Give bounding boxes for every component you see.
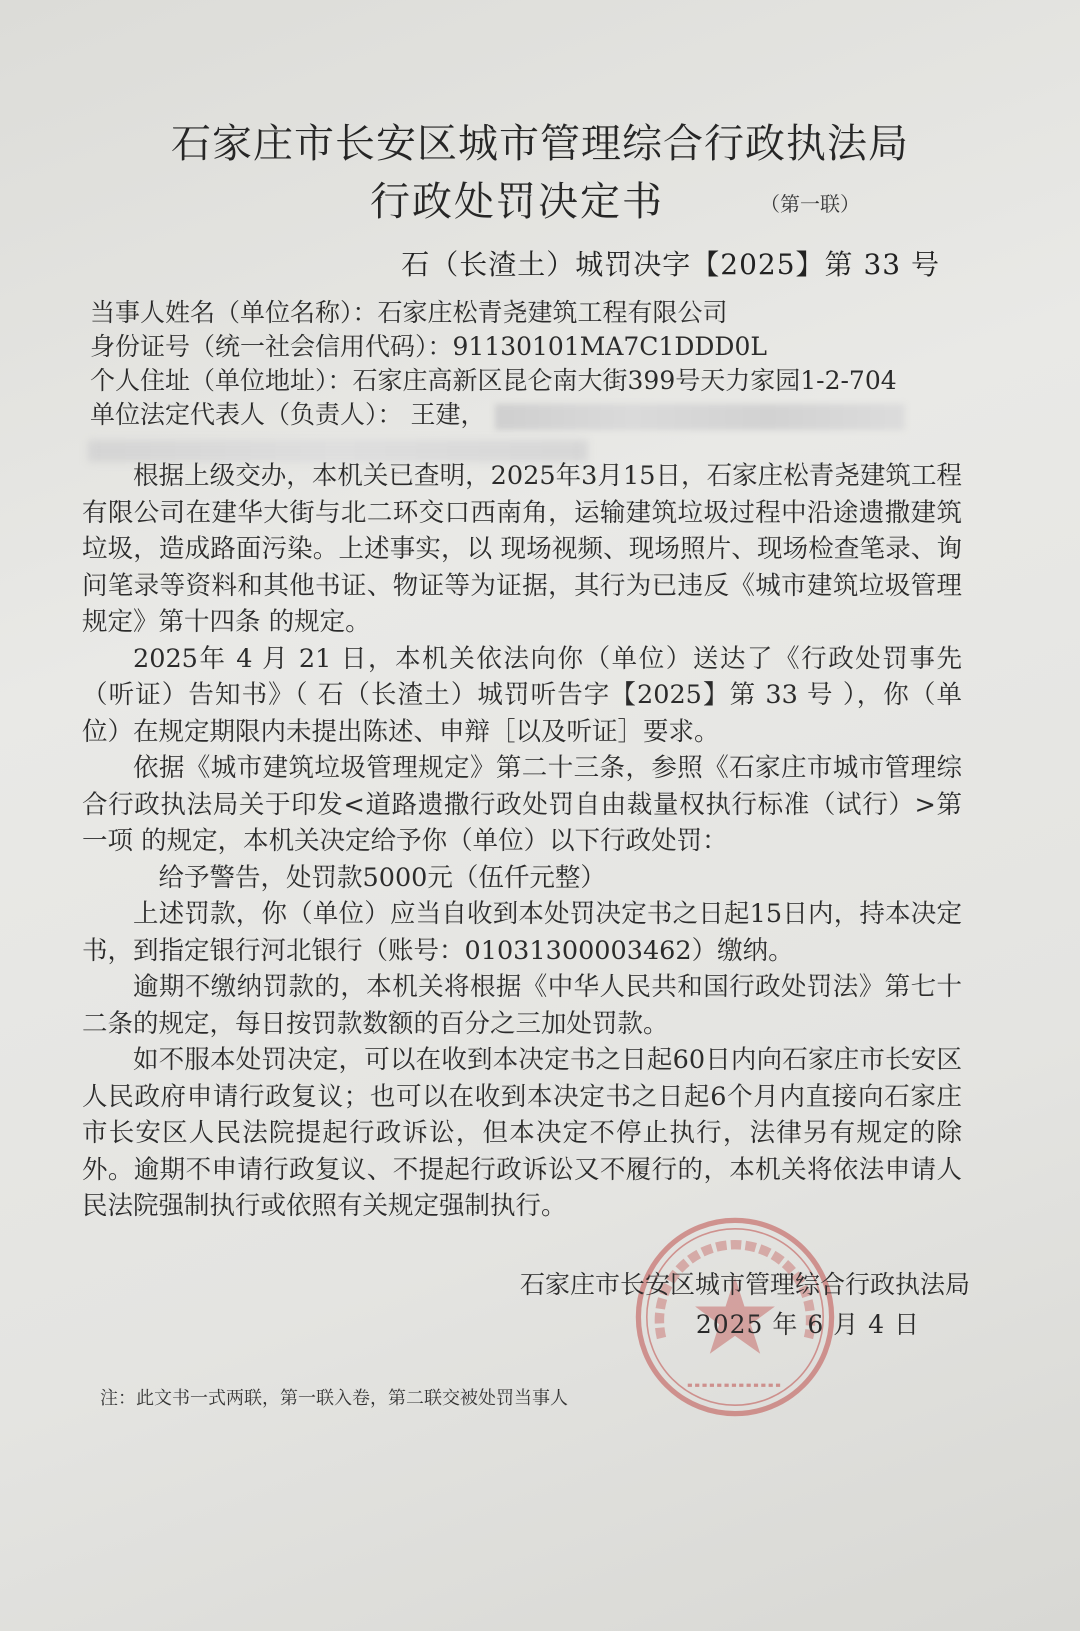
facts-paragraph: 根据上级交办，本机关已查明，2025年3月15日，石家庄松青尧建筑工程有限公司在建华大街与北二环交口西南角，运输建筑垃圾过程中沿途遗撒建筑垃圾，造成路面污染。上述事实，以 现场视频、现场照片、现场检查笔录、询问笔录等资料和其他书证、物证等为证据，其行为已违反《城市建筑垃圾管理规定》第十四条 的规定。: [82, 461, 962, 637]
party-representative-row: [90, 398, 1010, 432]
party-id-row: 身份证号（统一社会信用代码）：91130101MA7C1DDD0L: [90, 332, 767, 361]
decision-body: [82, 458, 962, 1225]
penalty-paragraph: 给予警告，处罚款5000元（伍仟元整）: [158, 862, 606, 893]
late-fee-paragraph: 逾期不缴纳罚款的，本机关将根据《中华人民共和国行政处罚法》第七十二条的规定，每日按罚款数额的百分之三加处罚款。: [82, 972, 962, 1039]
issue-date: 2025 年 6 月 4 日: [695, 1310, 920, 1339]
representative-text: 单位法定代表人（负责人）： 王建，: [90, 400, 486, 429]
footnote: 注：此文书一式两联，第一联入卷，第二联交被处罚当事人: [100, 1388, 568, 1409]
party-name-row: 当事人姓名（单位名称）：石家庄松青尧建筑工程有限公司: [90, 298, 728, 327]
copy-mark: （第一联）: [760, 192, 860, 216]
legal-basis-paragraph: 依据《城市建筑垃圾管理规定》第二十三条，参照《石家庄市城市管理综合行政执法局关于印发<道路遗撒行政处罚自由裁量权执行标准（试行）>第一项 的规定，本机关决定给予你（单位）以下行政处罚：: [82, 753, 962, 856]
party-info: [90, 296, 1010, 432]
document-type-title: 行政处罚决定书: [370, 179, 664, 225]
payment-paragraph: 上述罚款，你（单位）应当自收到本处罚决定书之日起15日内，持本决定书，到指定银行河北银行（账号：01031300003462）缴纳。: [82, 899, 962, 966]
appeal-paragraph: 如不服本处罚决定，可以在收到本决定书之日起60日内向石家庄市长安区人民政府申请行政复议；也可以在收到本决定书之日起6个月内直接向石家庄市长安区人民法院提起行政诉讼，但本决定不停止执行，法律另有规定的除外。逾期不申请行政复议、不提起行政诉讼又不履行的，本机关将依法申请人民法院强制执行或依照有关规定强制执行。: [82, 1045, 962, 1221]
party-address-row: 个人住址（单位地址）：石家庄高新区昆仑南大街399号天力家园1-2-704: [90, 366, 897, 395]
issuing-authority-title: 石家庄市长安区城市管理综合行政执法局: [171, 121, 909, 167]
document-number: 石（长渣土）城罚决字【2025】第 33 号: [401, 248, 940, 281]
redacted-blur: [495, 404, 905, 430]
notice-paragraph: 2025年 4 月 21 日，本机关依法向你（单位）送达了《行政处罚事先（听证）告知书》（ 石（长渣土）城罚听告字【2025】第 33 号 ），你（单位）在规定期限内未提出陈述、申辩［以及听证］要求。: [82, 643, 962, 747]
issuer-signature: 石家庄市长安区城市管理综合行政执法局: [519, 1270, 970, 1299]
